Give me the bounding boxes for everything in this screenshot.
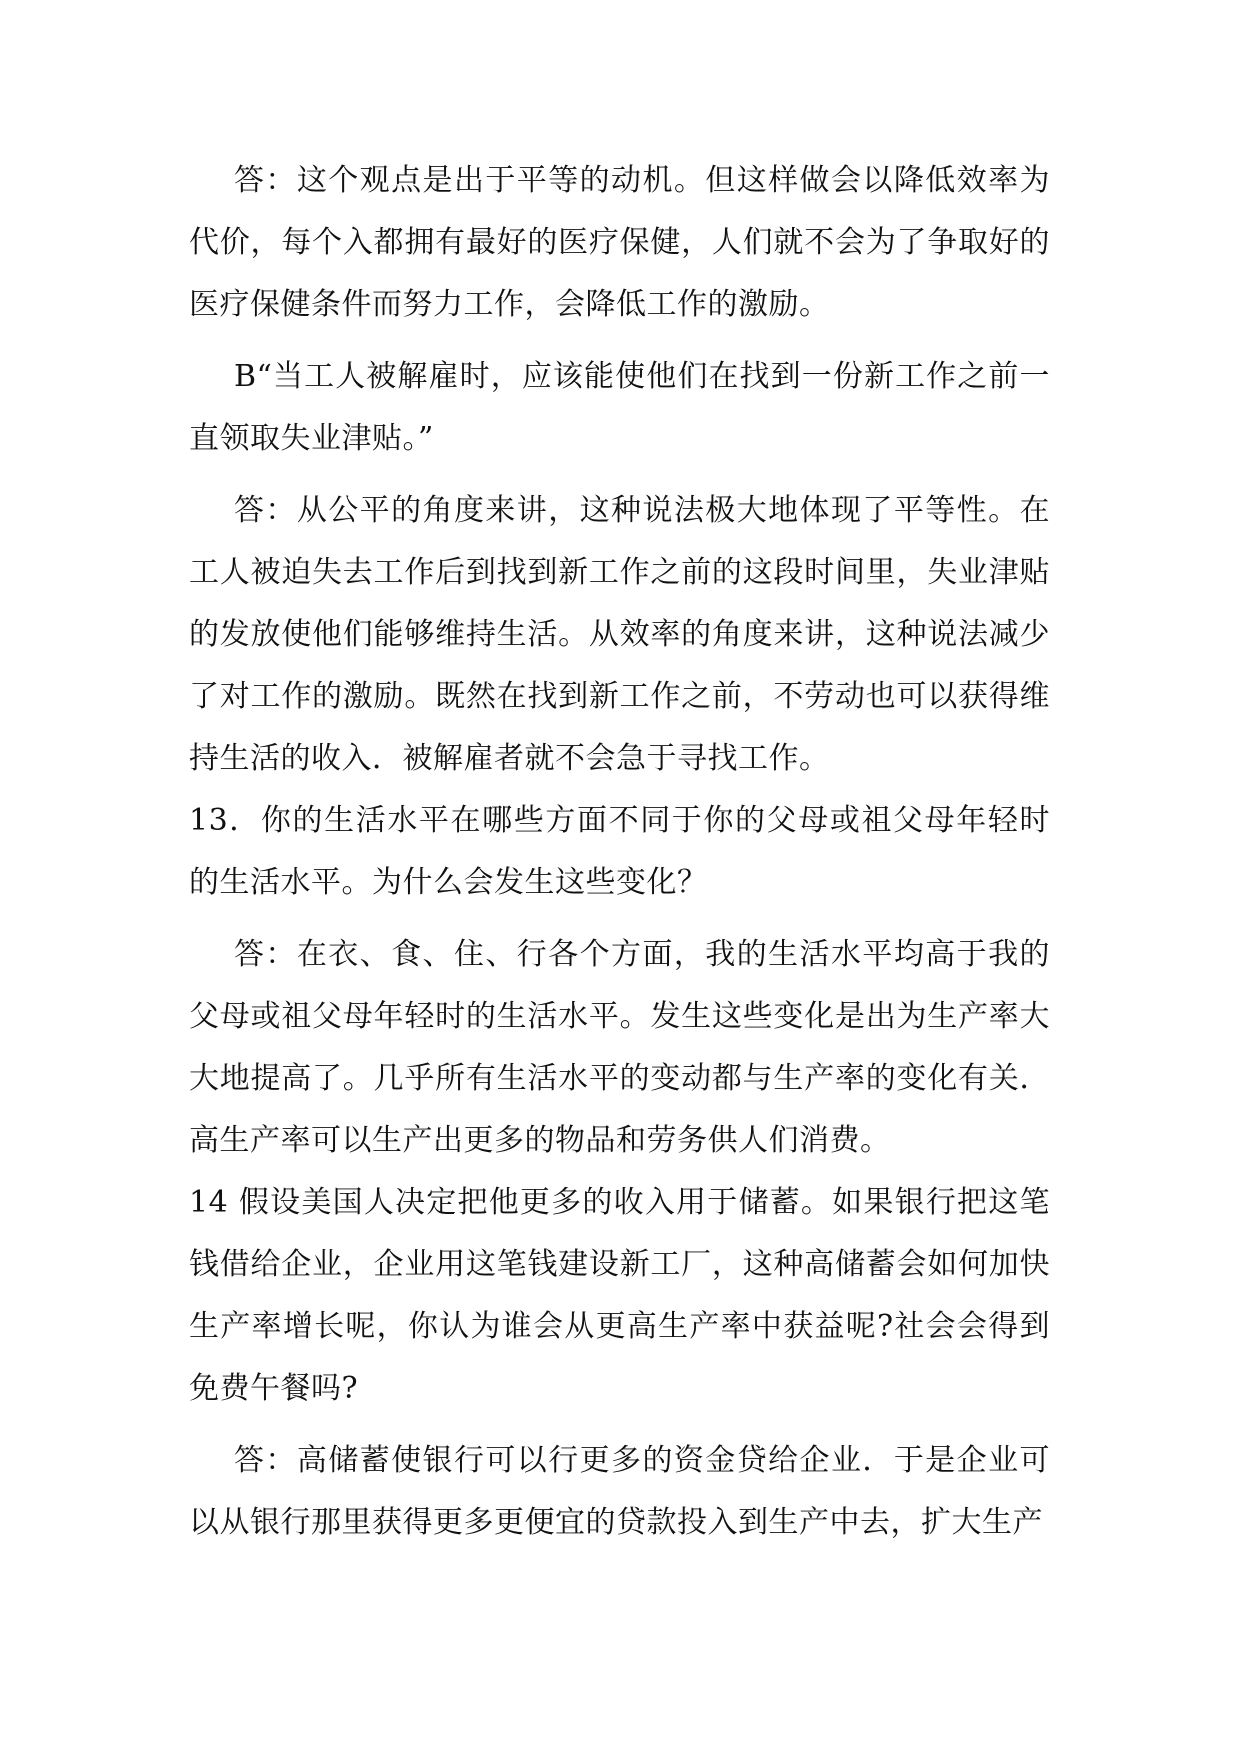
question-paragraph-14: 14 假设美国人决定把他更多的收入用于储蓄。如果银行把这笔钱借给企业，企业用这笔钱建设新工厂，这种高储蓄会如何加快生产率增长呢，你认为谁会从更高生产率中获益呢?社会会得到免费午餐吗?: [189, 1185, 1050, 1406]
answer-paragraph-unemployment: 答：从公平的角度来讲，这种说法极大地体现了平等性。在工人被迫失去工作后到找到新工作之前的这段时间里，失业津贴的发放使他们能够维持生活。从效率的角度来讲，这种说法减少了对工作的激励。既然在找到新工作之前，不劳动也可以获得维持生活的收入．被解雇者就不会急于寻找工作。: [189, 493, 1050, 776]
answer-paragraph-living-standard: 答：在衣、食、住、行各个方面，我的生活水平均高于我的父母或祖父母年轻时的生活水平。发生这些变化是出为生产率大大地提高了。几乎所有生活水平的变动都与生产率的变化有关．高生产率可以生产出更多的物品和劳务供人们消费。: [189, 937, 1050, 1158]
question-paragraph-13: 13．你的生活水平在哪些方面不同于你的父母或祖父母年轻时的生活水平。为什么会发生这些变化？: [189, 803, 1050, 900]
document-body: [189, 150, 1050, 1554]
answer-paragraph-savings: 答：高储蓄使银行可以行更多的资金贷给企业．于是企业可以从银行那里获得更多更便宜的贷款投入到生产中去，扩大生产: [189, 1443, 1050, 1540]
statement-paragraph-b: B“当工人被解雇时，应该能使他们在找到一份新工作之前一直领取失业津贴。”: [189, 359, 1050, 456]
answer-paragraph-healthcare: 答：这个观点是出于平等的动机。但这样做会以降低效率为代价，每个入都拥有最好的医疗保健，人们就不会为了争取好的医疗保健条件而努力工作，会降低工作的激励。: [189, 163, 1050, 322]
